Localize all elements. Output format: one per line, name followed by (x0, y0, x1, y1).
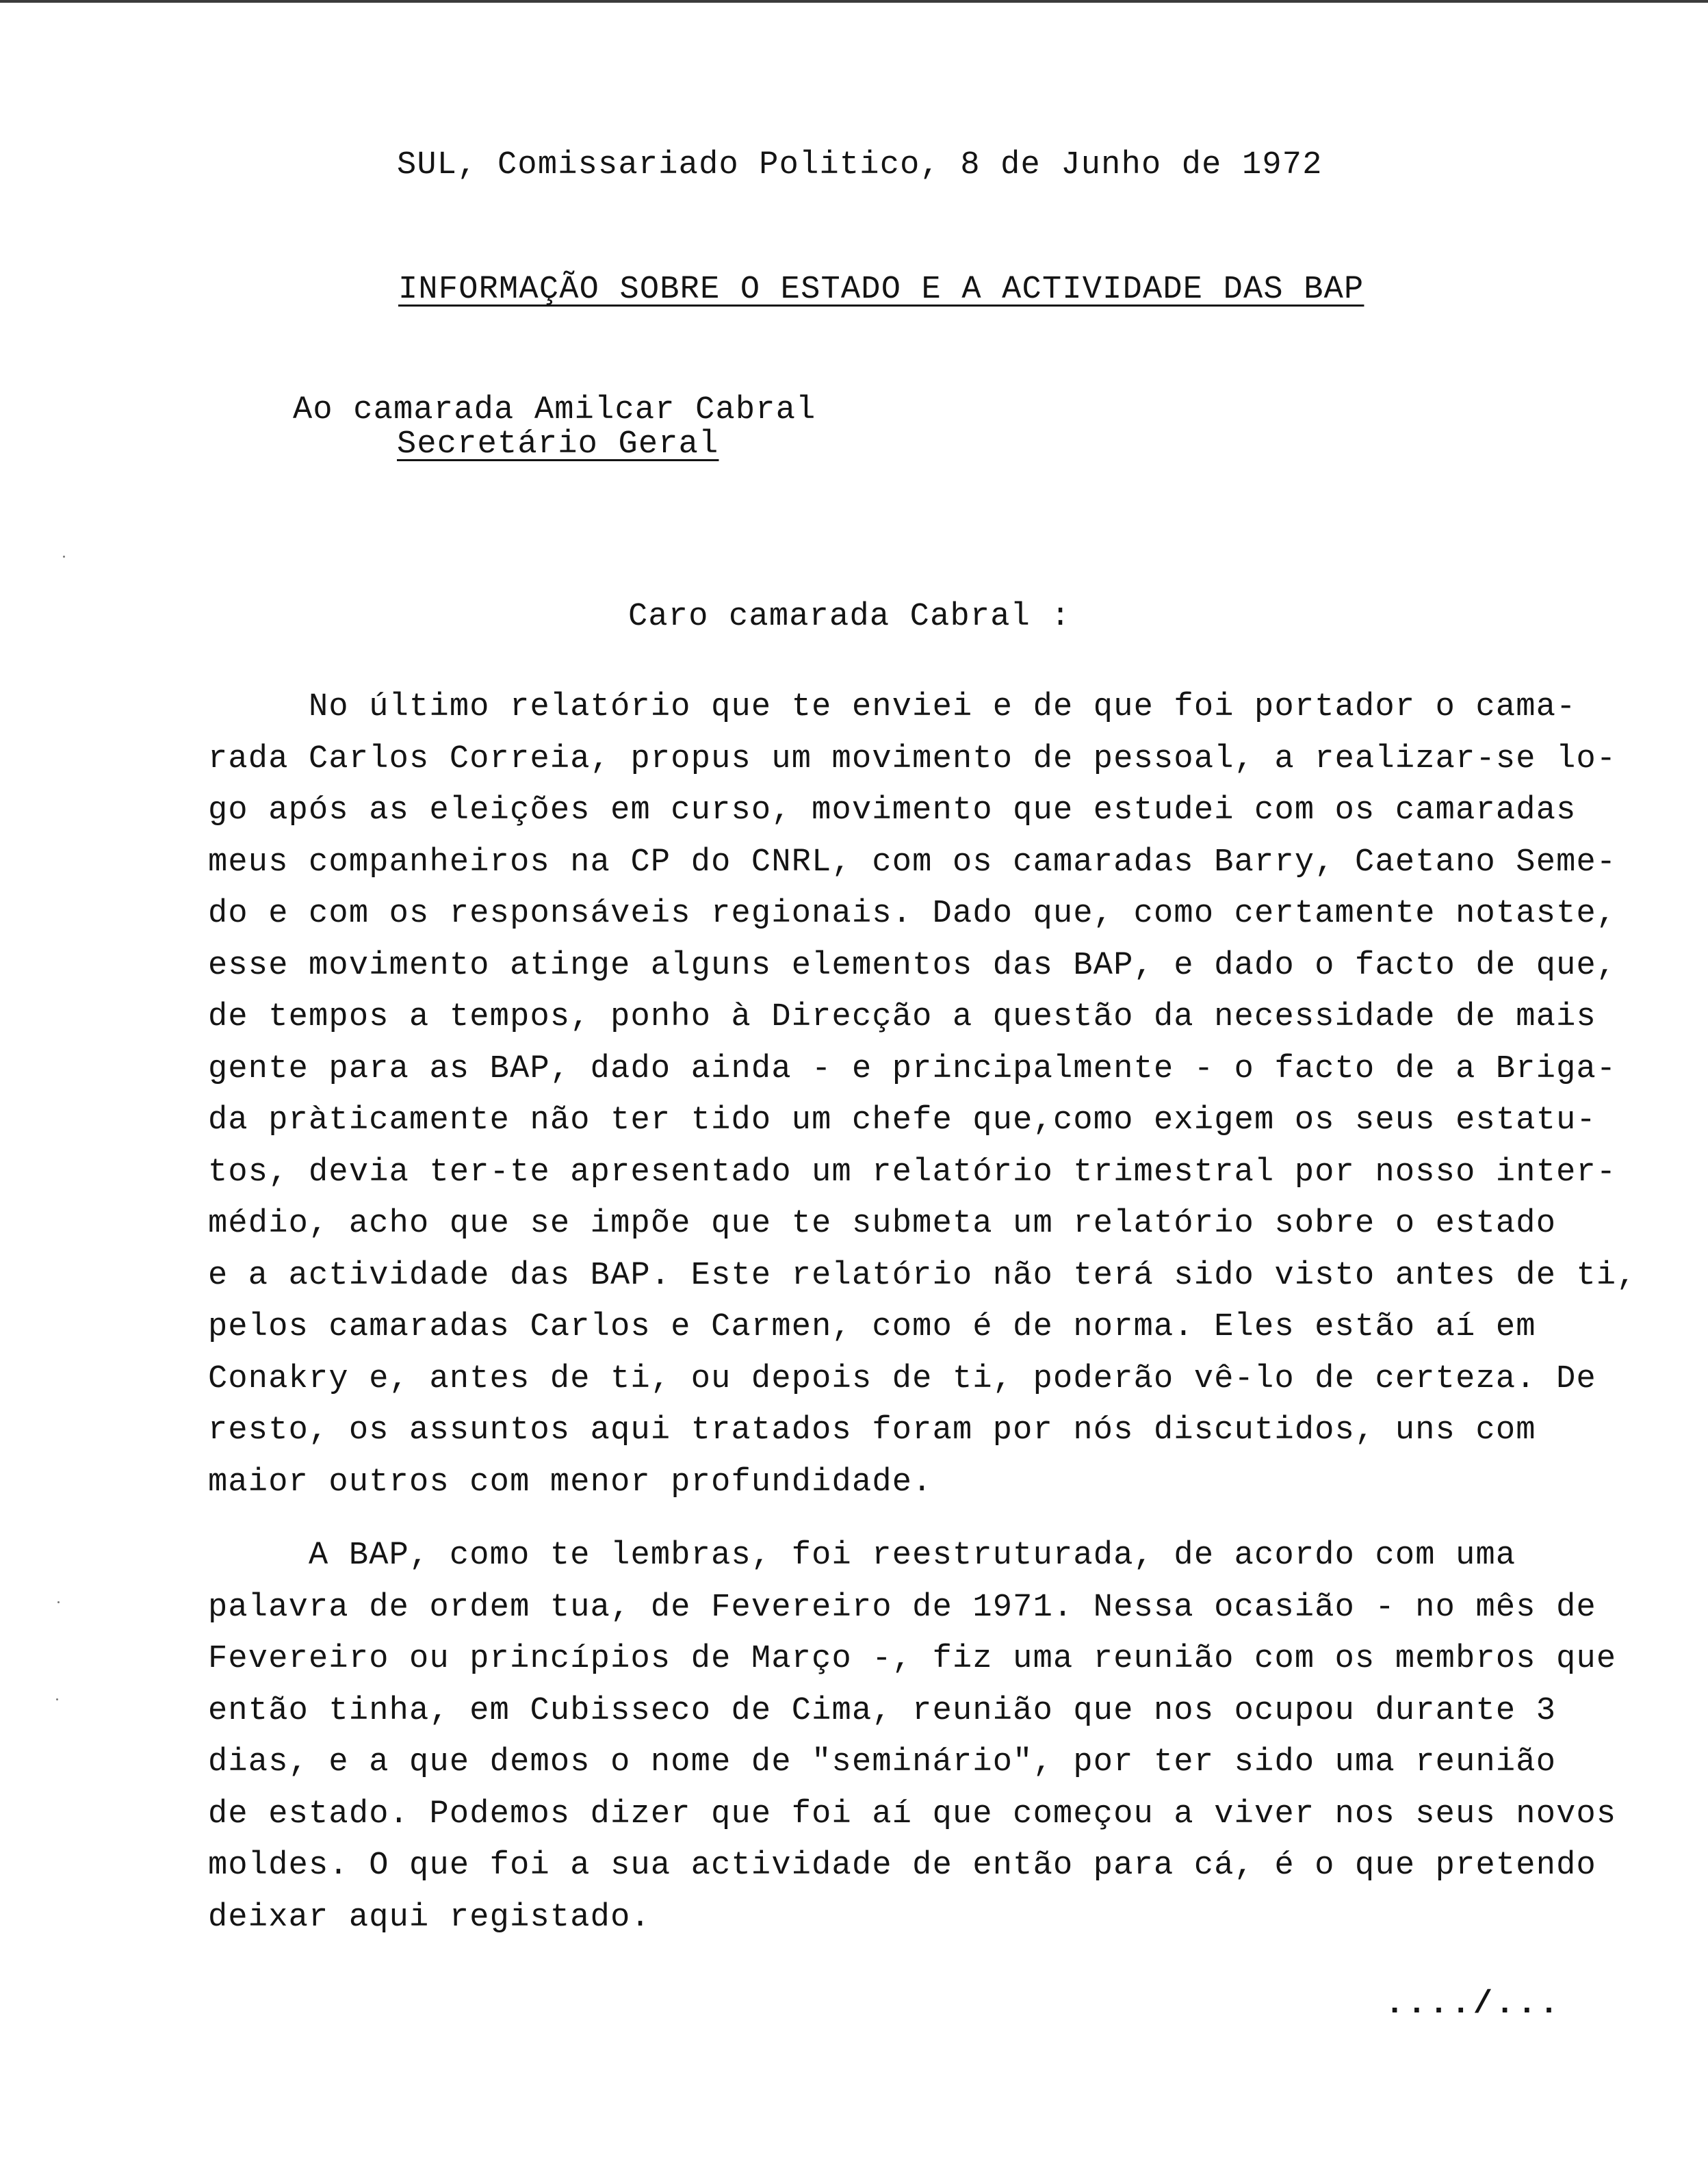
addressee-name: Ao camarada Amilcar Cabral (293, 392, 816, 428)
document-subject: INFORMAÇÃO SOBRE O ESTADO E A ACTIVIDADE DAS BAP (398, 272, 1364, 308)
body-paragraph-2: A BAP, como te lembras, foi reestruturada, de acordo com uma palavra de ordem tua, de Fevereiro de 1971. Nessa ocasião - no mês de Fevereiro ou princípios de Março -, fiz uma reunião com os membros que então tinha, em Cubisseco de Cima, reunião que nos ocupou durante 3 dias, e a que demos o nome de "seminário", por ter sido uma reunião de estado. Podemos dizer que foi aí que começou a viver nos seus novos moldes. O que foi a sua actividade de então para cá, é o que pretendo deixar aqui registado. (208, 1538, 1617, 1936)
addressee-title: Secretário Geral (397, 426, 719, 463)
continuation-mark: ..../... (1385, 1986, 1562, 2023)
scan-speck (63, 556, 65, 558)
scan-top-edge (0, 0, 1708, 3)
body-paragraph-1: No último relatório que te enviei e de que foi portador o cama- rada Carlos Correia, propus um movimento de pessoal, a realizar-se lo- go após as eleições em curso, movimento que estudei com os camaradas meus companheiros na CP do CNRL, com os camaradas Barry, Caetano Seme- do e com os responsáveis regionais. Dado que, como certamente notaste, esse movimento atinge alguns elementos das BAP, e dado o facto de que, de tempos a tempos, ponho à Direcção a questão da necessidade de mais gente para as BAP, dado ainda - e principalmente - o facto de a Briga- da pràticamente não ter tido um chefe que,como exigem os seus estatu- tos, devia ter-te apresentado um relatório trimestral por nosso inter- médio, acho que se impõe que te submeta um relatório sobre o estado e a actividade das BAP. Este relatório não terá sido visto antes de ti, pelos camaradas Carlos e Carmen, como é de norma. Eles estão aí em Conakry e, antes de ti, ou depois de ti, poderão vê-lo de certeza. De resto, os assuntos aqui tratados foram por nós discutidos, uns com maior outros com menor profundidade. (208, 689, 1637, 1501)
salutation: Caro camarada Cabral : (628, 599, 1071, 635)
scan-speck (56, 1698, 58, 1700)
date-line: SUL, Comissariado Politico, 8 de Junho de 1972 (397, 147, 1323, 183)
scan-speck (57, 1601, 60, 1603)
